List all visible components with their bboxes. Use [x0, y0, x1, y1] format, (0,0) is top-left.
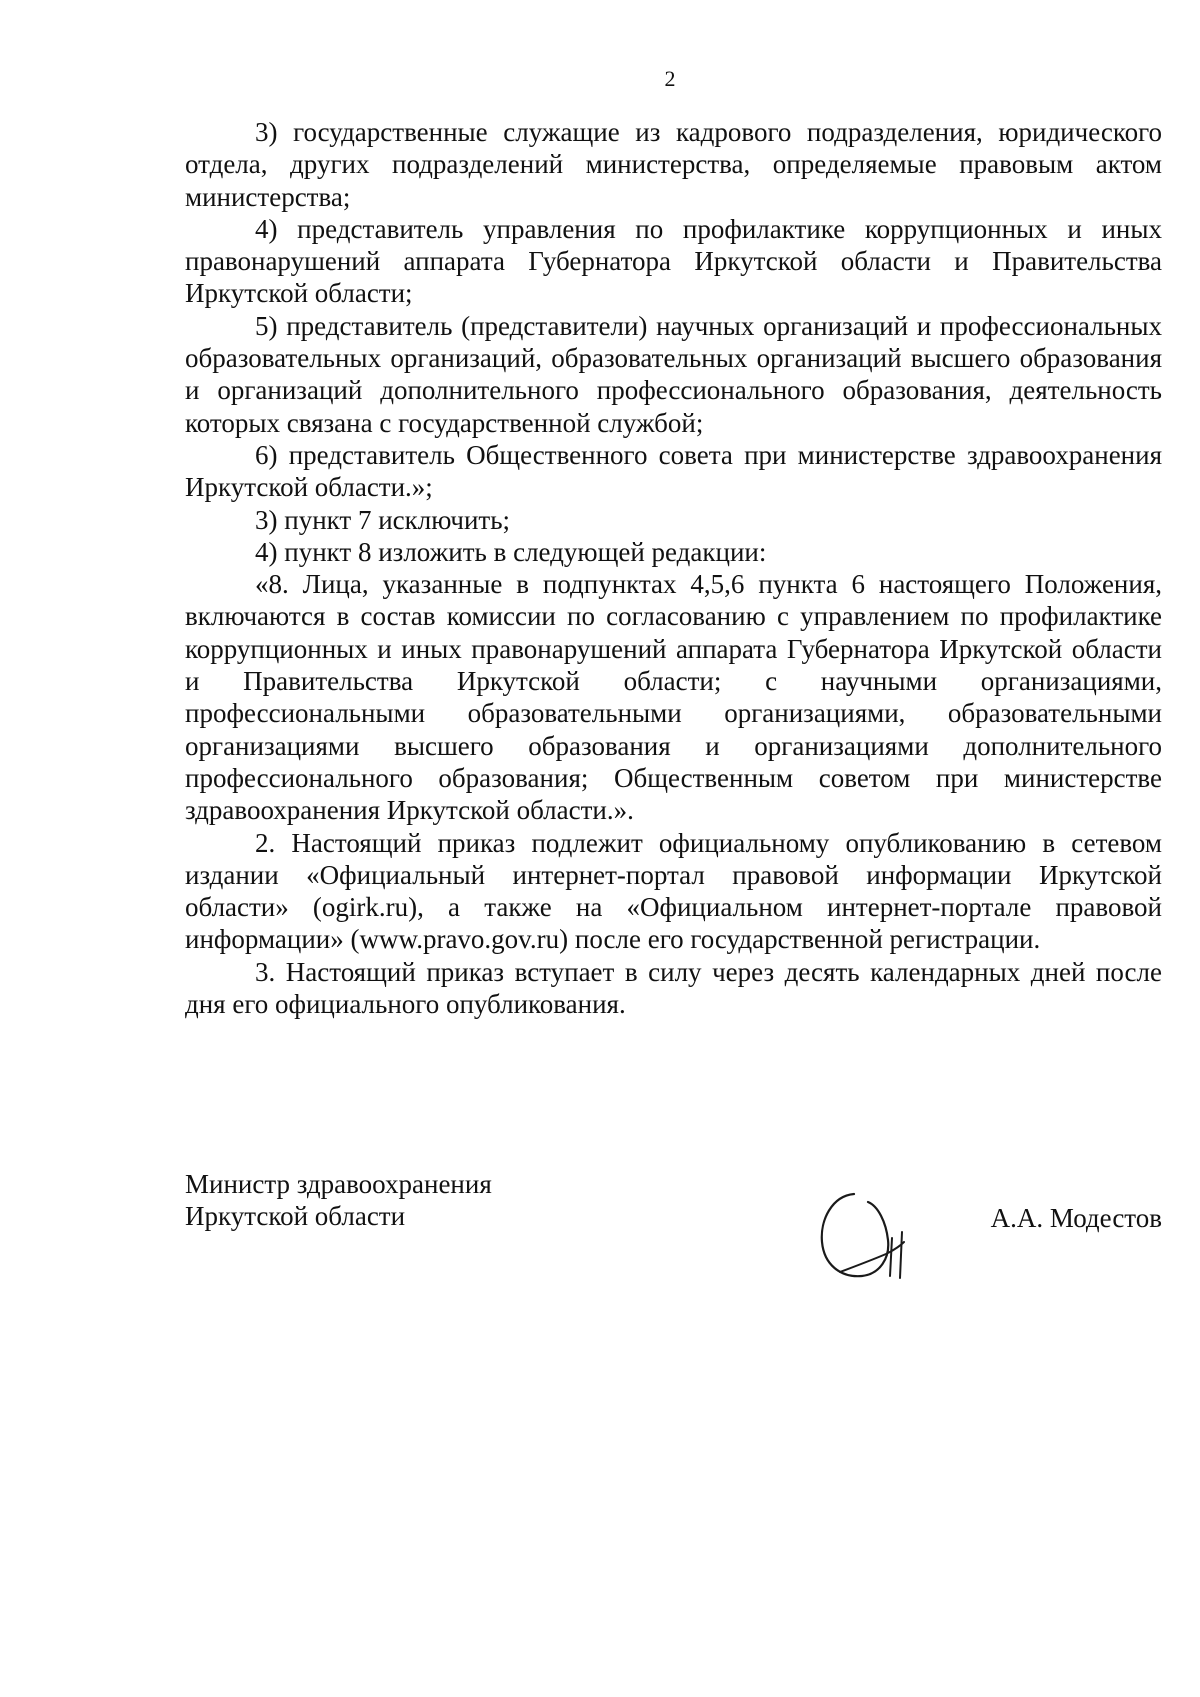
paragraph-publication: 2. Настоящий приказ подлежит официальному опубликованию в сетевом издании «Официальный интернет-портал правовой информации Иркутской области» (ogirk.ru), а также на «Официальном интернет-портале правовой информации» (www.pravo.gov.ru) после его государственной регистрации.: [185, 827, 1162, 955]
paragraph-item-4: 4) представитель управления по профилактике коррупционных и иных правонарушений аппарата Губернатора Иркутской области и Правительства Иркутской области;: [185, 213, 1162, 309]
signatory-position-line-2: Иркутской области: [185, 1201, 406, 1232]
paragraph-item-5: 5) представитель (представители) научных организаций и профессиональных образовательных организаций, образовательных организаций высшего образования и организаций дополнительного профессионального образования, деятельность которых связана с государственной службой;: [185, 310, 1162, 438]
handwritten-signature: [810, 1180, 920, 1290]
paragraph-amendment-4: 4) пункт 8 изложить в следующей редакции:: [255, 536, 767, 567]
paragraph-amendment-3: 3) пункт 7 исключить;: [255, 504, 511, 535]
signatory-position-line-1: Министр здравоохранения: [185, 1169, 492, 1199]
paragraph-effective-date: 3. Настоящий приказ вступает в силу через десять календарных дней после дня его официального опубликования.: [185, 956, 1162, 1020]
signatory-position: [185, 1168, 492, 1233]
page-number: 2: [664, 66, 676, 91]
signatory-name: А.А. Модестов: [990, 1203, 1162, 1233]
document-body: [185, 116, 1162, 1020]
paragraph-item-6: 6) представитель Общественного совета при министерстве здравоохранения Иркутской области.»;: [185, 439, 1162, 503]
paragraph-clause-8: «8. Лица, указанные в подпунктах 4,5,6 пункта 6 настоящего Положения, включаются в состав комиссии по согласованию с управлением по профилактике коррупционных и иных правонарушений аппарата Губернатора Иркутской области и Правительства Иркутской области; с научными организациями, профессиональными образовательными организациями, образовательными организациями высшего образования и организациями дополнительного профессионального образования; Общественным советом при министерстве здравоохранения Иркутской области.».: [185, 569, 1162, 826]
paragraph-item-3: 3) государственные служащие из кадрового подразделения, юридического отдела, других подразделений министерства, определяемые правовым актом министерства;: [185, 117, 1162, 212]
